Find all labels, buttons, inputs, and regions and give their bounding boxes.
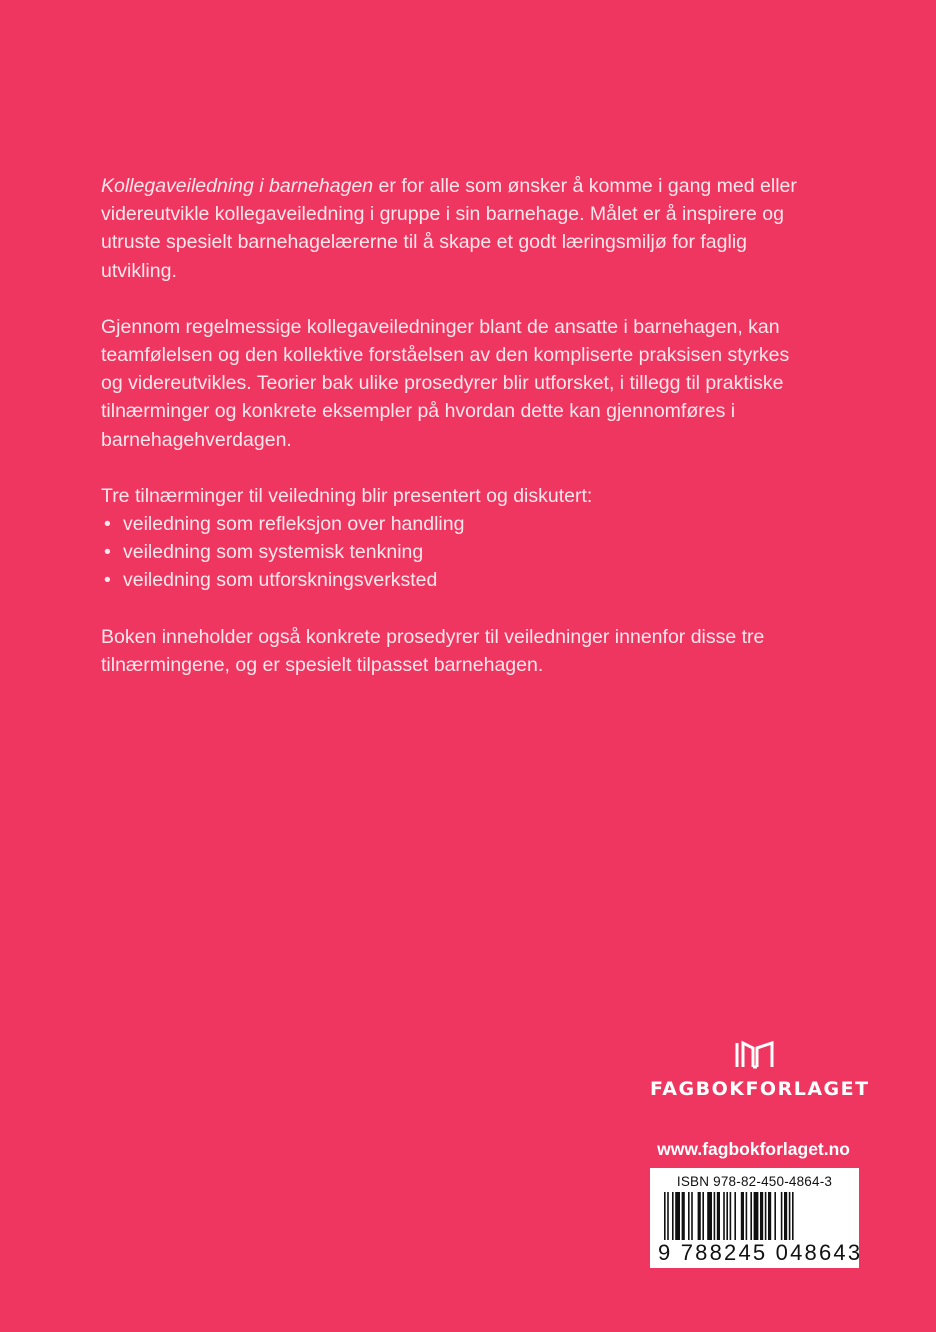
bullet-icon: • [104, 541, 111, 564]
publisher-name: FAGBOKFORLAGET [650, 1078, 870, 1100]
paragraph-4: Boken inneholder også konkrete prosedyrer til veiledninger innenfor disse tre tilnærmingene, og er spesielt tilpasset barnehagen. [101, 625, 765, 676]
paragraph-3 [101, 482, 801, 595]
website-link[interactable]: www.fagbokforlaget.no [657, 1139, 850, 1159]
bullet-icon: • [104, 513, 111, 536]
barcode-digits: 9 788245 048643 [658, 1240, 863, 1265]
list-item: • veiledning som utforskningsverksted [101, 566, 801, 594]
paragraph-intro [101, 172, 801, 285]
intro-text: er for alle som ønsker å komme i gang med eller videreutvikle kollegaveiledning i gruppe i sin barnehage. Målet er å inspirere og utruste spesielt barnehagelærerne til å skape et godt læringsmiljø for faglig utvikling. [101, 175, 797, 282]
publisher-block [650, 1040, 870, 1100]
approaches-list [101, 510, 801, 595]
list-item: • veiledning som systemisk tenkning [101, 538, 801, 566]
isbn-text: ISBN 978-82-450-4864-3 [676, 1174, 833, 1189]
book-icon [734, 1040, 776, 1070]
spacer [101, 595, 801, 623]
paragraph-2: Gjennom regelmessige kollegaveiledninger blant de ansatte i barnehagen, kan teamfølelsen og den kollektive forståelsen av den kompliserte praksisen styrkes og videreutvikles. Teorier bak ulike prosedyrer blir utforsket, i tillegg til praktiske tilnærminger og konkrete eksempler på hvordan dette kan gjennomføres i barnehagehverdagen. [101, 315, 790, 451]
list-item: • veiledning som refleksjon over handling [101, 510, 801, 538]
blurb-text [101, 172, 801, 707]
bullet-icon: • [104, 569, 111, 592]
approaches-intro: Tre tilnærminger til veiledning blir presentert og diskutert: [101, 484, 593, 507]
book-title-italic: Kollegaveiledning i barnehagen [101, 175, 374, 197]
barcode-label [650, 1168, 863, 1268]
barcode-icon [664, 1192, 848, 1240]
